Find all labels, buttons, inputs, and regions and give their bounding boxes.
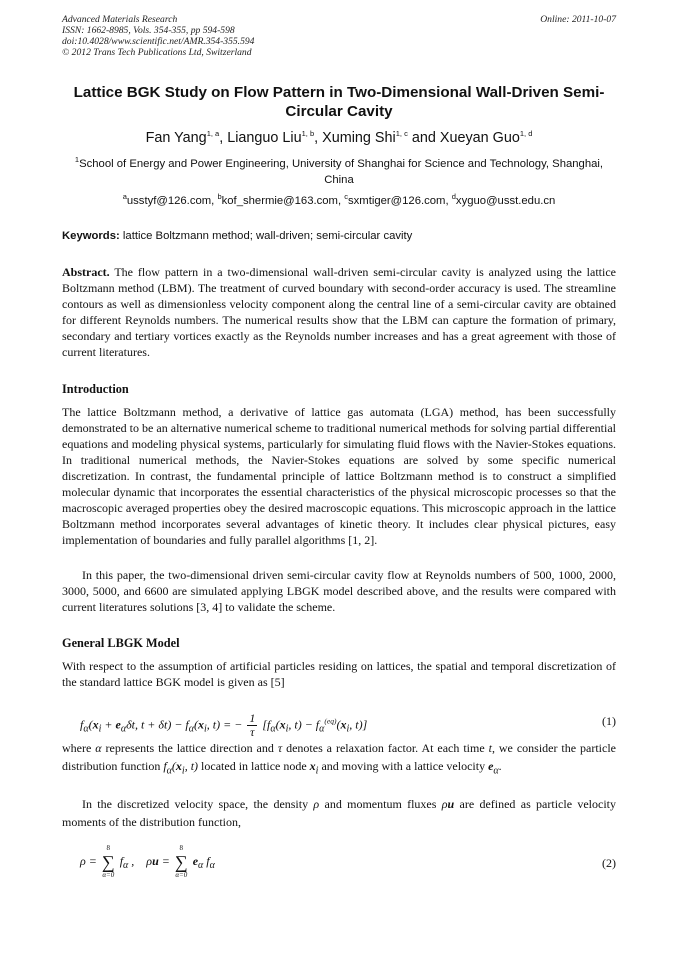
journal-header	[62, 14, 254, 58]
author: Lianguo Liu$^{1, b}$,	[227, 129, 323, 146]
lbgk-paragraph-2: where α represents the lattice direction and τ denotes a relaxation factor. At each time t, we consider the particle distribution function $f_\alpha(x_i$, t) located in lattice node $x_i$ and moving with a lattice velocity $e_\alpha$.	[62, 741, 617, 777]
email-list	[62, 192, 616, 207]
lbgk-paragraph-1: With respect to the assumption of artificial particles residing on lattices, the spatial and temporal discretization of the standard lattice BGK model is given as [5]	[62, 659, 616, 689]
author: Fan Yang$^{1, a}$,	[145, 129, 228, 146]
lbgk-paragraph-3: In the discretized velocity space, the density ρ and momentum fluxes ρu are defined as particle velocity moments of the distribution function,	[62, 797, 616, 829]
keywords: Keywords: lattice Boltzmann method; wall-driven; semi-circular cavity	[62, 230, 413, 242]
introduction-paragraph-2: In this paper, the two-dimensional driven semi-circular cavity flow at Reynolds numbers of 500, 1000, 2000, 3000, 5000, and 6600 are simulated applying LBGK model described above, and the results were compared with current literatures solutions [3, 4] to validate the scheme.	[62, 568, 616, 614]
email: $^d$xyguo@usst.edu.cn	[451, 192, 556, 207]
equation-2-number: (2)	[602, 856, 616, 870]
online-date: Online: 2011-10-07	[540, 14, 616, 25]
lbgk-heading: General LBGK Model	[62, 636, 180, 650]
email: $^c$sxmtiger@126.com,	[344, 192, 452, 207]
abstract: Abstract. The flow pattern in a two-dimensional wall-driven semi-circular cavity is analyzed using the lattice Boltzmann method (LBM). The treatment of curved boundary with second-order accuracy is used. The streamline contours as well as dimensionless velocity component along the central line of a semi-circular cavity are obtained for different Reynolds numbers. The numerical results show that the LBM can capture the formation of primary, secondary and tertiary vortices exactly as the Reynolds number increases and has a great agreement with those of current literatures.	[62, 265, 616, 359]
equation-1: $f_\alpha(x_i + e_\alpha\delta t$, $t + \delta t) - f_\alpha(x_i$, t) = − $\frac{1}{\tau}$ [$f_\alpha(x_i$, $t) - f_\alpha^{(eq)}(x_i$, t)] (1)	[80, 711, 616, 739]
email: $^b$kof_shermie@163.com,	[217, 192, 345, 207]
author-list	[62, 130, 616, 146]
affiliation: $^1$School of Energy and Power Engineering, University of Shanghai for Science and Technology, Shanghai, China	[74, 155, 604, 186]
copyright-line: © 2012 Trans Tech Publications Ltd, Switzerland	[62, 47, 252, 58]
issn-line: ISSN: 1662-8985, Vols. 354-355, pp 594-598	[62, 25, 235, 36]
author: Xuming Shi$^{1, c}$ and	[322, 129, 440, 146]
equation-2: ρ = 8 ∑ α=0 $f_\alpha$ , ρu = 8 ∑ α=0 $e_\alpha$ $f_\alpha$ (2)	[80, 844, 616, 879]
journal-name: Advanced Materials Research	[62, 14, 178, 25]
equation-1-number: (1)	[602, 714, 616, 728]
author: Xueyan Guo$^{1, d}$	[439, 129, 533, 146]
paper-title: Lattice BGK Study on Flow Pattern in Two-Dimensional Wall-Driven Semi-Circular Cavity	[73, 84, 605, 120]
introduction-heading: Introduction	[62, 382, 129, 396]
email: $^a$usstyf@126.com,	[122, 192, 218, 207]
doi-line: doi:10.4028/www.scientific.net/AMR.354-355.594	[62, 36, 255, 47]
introduction-paragraph-1: The lattice Boltzmann method, a derivative of lattice gas automata (LGA) method, has been successfully demonstrated to be an alternative numerical scheme to traditional numerical methods for solving partial differential equations and modeling physical systems, particularly for simulating fluid flows with the Navier-Stokes equations. In traditional numerical methods, the Navier-Stokes equations are solved by some specific numerical discretization. In contrast, the fundamental principle of lattice Boltzmann method is to construct a simplified molecular dynamic that incorporates the essential characteristics of the physical microscopic processes so that the macroscopic averaged properties obey the desired macroscopic equations. This microscopic approach in the lattice Boltzmann method incorporates several advantages of kinetic theory. It includes clear physical pictures, easy implementation of boundaries and fully parallel algorithms [1, 2].	[62, 405, 616, 547]
